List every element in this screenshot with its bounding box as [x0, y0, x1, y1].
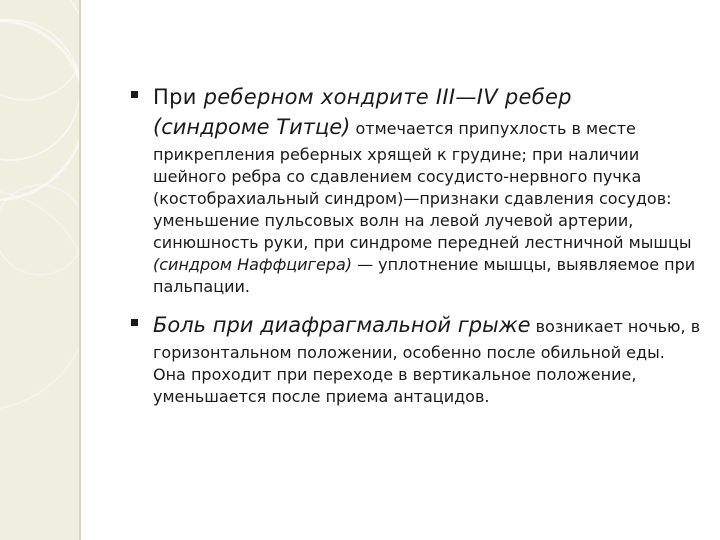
decorative-side-panel: [0, 0, 79, 540]
bullet1-line: (костобрахиальный синдром)—признаки сдавления сосудов:: [153, 189, 672, 208]
bullet1-prefix: При: [153, 85, 204, 109]
bullet1-lead: [153, 82, 706, 112]
bullet2-line: уменьшается после приема антацидов.: [153, 387, 490, 406]
bullet2-after-term: возникает ночью, в: [530, 317, 701, 336]
bullet1-line: уменьшение пульсовых волн на левой лучевой артерии,: [153, 211, 634, 230]
bullet2-term: Боль при диафрагмальной грыже: [153, 313, 531, 337]
bullet-item-costal-chondritis: [131, 82, 706, 298]
bullet1-line: синюшность руки, при синдроме передней лестничной мышцы: [153, 233, 692, 252]
bullet-marker: [131, 319, 138, 326]
bullet1-paren: (синдроме Титце): [153, 115, 351, 139]
bullet2-line: Она проходит при переходе в вертикальное положение,: [153, 365, 637, 384]
bullet1-cite: (синдром Наффцигера): [153, 255, 352, 274]
bullet1-body: [153, 144, 706, 298]
side-divider: [79, 0, 81, 540]
bullet1-after-cite: — уплотнение мышцы, выявляемое при: [352, 255, 696, 274]
bullet1-line: шейного ребра со сдавлением сосудисто-нервного пучка: [153, 167, 642, 186]
bullet-marker: [131, 91, 138, 98]
bullet2-lead: [153, 310, 706, 342]
bullet1-line: прикрепления реберных хрящей к грудине; при наличии: [153, 145, 640, 164]
bullet1-term: реберном хондрите III—IV ребер: [203, 85, 572, 109]
bullet-item-hiatal-hernia: [131, 310, 706, 408]
bullet1-second-line: [153, 112, 706, 144]
decorative-circles: [0, 0, 79, 540]
slide-content: [131, 82, 706, 408]
bullet1-after-paren: отмечается припухлость в месте: [350, 119, 636, 138]
bullet1-last-line: пальпации.: [153, 277, 250, 296]
bullet1-cite-line: [153, 254, 706, 276]
bullet2-body: [153, 342, 706, 408]
bullet2-line: горизонтальном положении, особенно после обильной еды.: [153, 343, 665, 362]
